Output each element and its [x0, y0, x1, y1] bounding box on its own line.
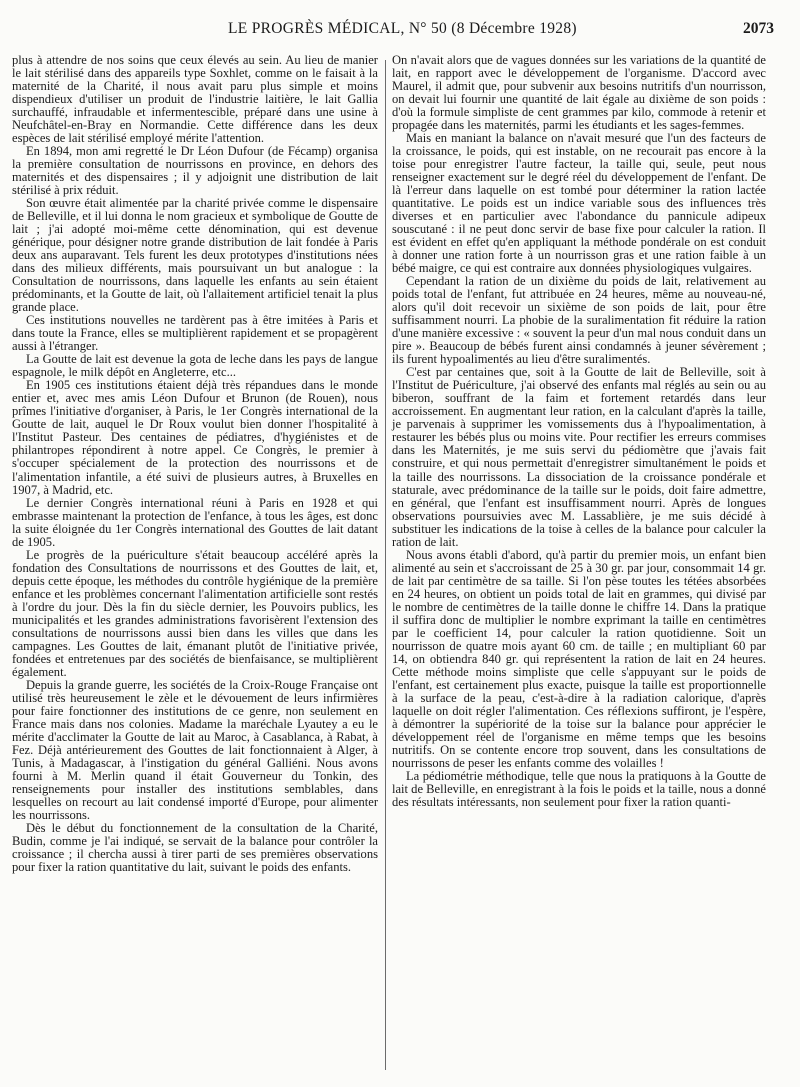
paragraph: En 1894, mon ami regretté le Dr Léon Dufour (de Fécamp) organisa la première consultation de nourrissons en province, en dehors des maternités et des dispensaires ; il y adjoignit une distribution de lait stérilisé à prix réduit.	[12, 144, 378, 198]
page-header	[0, 18, 800, 42]
paragraph: Ces institutions nouvelles ne tardèrent pas à être imitées à Paris et dans toute la France, elles se multiplièrent rapidement et se propagèrent aussi à l'étranger.	[12, 313, 378, 354]
column-divider	[385, 60, 386, 1070]
paragraph: Nous avons établi d'abord, qu'à partir du premier mois, un enfant bien alimenté au sein et s'accroissant de 25 à 30 gr. par jour, consommait 14 gr. de lait par centimètre de sa taille. Si l'on pèse toutes les tétées absorbées en 24 heures, on obtient un poids total de lait en grammes, qui divisé par le nombre de centimètres de la taille donne le chiffre 14. Dans la pratique il suffira donc de multiplier le nombre exprimant la taille en centimètres par le coefficient 14, pour calculer la ration quotidienne. Soit un nourrisson de quatre mois ayant 60 cm. de taille ; en multipliant 60 par 14, on obtiendra 840 gr. qui représentent la ration de lait en 24 heures. Cette méthode moins simpliste que celle s'appuyant sur le poids de l'enfant, est certainement plus exacte, puisque la taille est proportionnelle à la surface de la peau, c'est-à-dire à la radiation calorique, d'après laquelle on doit régler l'alimentation. Ces réflexions suffiront, je l'espère, à démontrer la supériorité de la toise sur la balance pour apprécier le développement réel de l'organisme en même temps que les besoins nutritifs. On se contente encore trop souvent, dans les consultations de nourrissons de peser les enfants comme des volailles !	[392, 547, 766, 770]
paragraph: Son œuvre était alimentée par la charité privée comme le dispensaire de Belleville, et il lui donna le nom gracieux et symbolique de Goutte de lait ; j'ai adopté moi-même cette dénomination, qui est devenue générique, pour désigner notre grande distribution de lait fondée à Paris deux ans auparavant. Tels furent les deux prototypes d'institutions nées dans des milieux différents, mais poursuivant un but analogue : la Consultation de nourrissons, dans laquelle les enfants au sein étaient prédominants, et la Goutte de lait, où l'allaitement artificiel tenait la plus grande place.	[12, 196, 378, 315]
paragraph: Mais en maniant la balance on n'avait mesuré que l'un des facteurs de la croissance, le poids, qui est instable, on ne recourait pas encore à la toise pour enregistrer l'autre facteur, la taille qui, seule, peut nous renseigner exactement sur le degré réel du développement de l'enfant. De là l'erreur dans laquelle on est tombé pour déterminer la ration lactée quantitative. Le poids est un indice variable sous des influences très diverses et en particulier avec l'abondance du pannicule adipeux souscutané : il ne peut donc servir de base fixe pour calculer la ration. Il est évident en effet qu'en appliquant la méthode pondérale on est conduit à donner une ration forte à un nourrisson gras et une ration faible à un bébé maigre, ce qui est contraire aux données physiologiques vulgaires.	[392, 131, 766, 276]
paragraph: plus à attendre de nos soins que ceux élevés au sein. Au lieu de manier le lait stérilisé dans des appareils type Soxhlet, comme on le faisait à la maternité de la Charité, il nous avait paru plus simple et moins dispendieux d'utiliser un produit de l'industrie laitière, le lait Gallia surchauffé, infraudable et infermentescible, préparé dans une usine à Neufchâtel-en-Bray en Normandie. Cette différence dans les deux espèces de lait stérilisé employé mérite l'attention.	[12, 53, 378, 146]
paragraph: La Goutte de lait est devenue la gota de leche dans les pays de langue espagnole, le milk dépôt en Angleterre, etc...	[12, 352, 378, 380]
paragraph: La pédiométrie méthodique, telle que nous la pratiquons à la Goutte de lait de Belleville, en enregistrant à la fois le poids et la taille, nous a donné des résultats intéressants, non seulement pour fixer la ration quanti-	[392, 768, 766, 809]
paragraph: Dès le début du fonctionnement de la consultation de la Charité, Budin, comme je l'ai indiqué, se servait de la balance pour contrôler la croissance ; il chercha aussi à tirer parti de ses premières observations pour fixer la ration quantitative du lait, suivant le poids des enfants.	[12, 820, 378, 874]
paragraph: C'est par centaines que, soit à la Goutte de lait de Belleville, soit à l'Institut de Puériculture, j'ai observé des enfants mal réglés au sein ou au biberon, souffrant de la faim et fortement retardés dans leur accroissement. En augmentant leur ration, en la calculant d'après la taille, je parvenais à supprimer les vomissements dus à l'hypoalimentation, à restaurer les bébés plus ou moins vite. Pour rectifier les erreurs commises dans les Maternités, je me suis servi du pédiomètre que j'avais fait construire, et qui nous permettait d'enregistrer simultanément le poids et la taille des nourrissons. La dissociation de la croissance pondérale et staturale, avec prédominance de la taille sur le poids, doit faire admettre, en général, que l'enfant est insuffisamment nourri. Après de longues observations poursuivies avec M. Lassablière, je me suis décidé à substituer les indications de la toise à celles de la balance pour calculer la ration de lait.	[392, 365, 766, 549]
paragraph: En 1905 ces institutions étaient déjà très répandues dans le monde entier et, avec mes amis Léon Dufour et Brunon (de Rouen), nous prîmes l'initiative d'organiser, à Paris, le 1er Congrès international de la Goutte de lait, auquel le Dr Roux voulut bien donner l'hospitalité à l'Institut Pasteur. Des centaines de pédiatres, d'hygiénistes et de philantropes répondirent à notre appel. Ce Congrès, le premier à s'occuper spécialement de la protection des nourrissons et de l'alimentation infantile, a été suivi de plusieurs autres, à Bruxelles en 1907, à Madrid, etc.	[12, 378, 378, 497]
right-column	[392, 54, 766, 809]
paragraph: Le progrès de la puériculture s'était beaucoup accéléré après la fondation des Consultations de nourrissons et des Gouttes de lait, et, depuis cette époque, les méthodes du contrôle hygiénique de la première enfance et les problèmes concernant l'alimentation artificielle sont restés à l'ordre du jour. Dès la fin du siècle dernier, les Pouvoirs publics, les municipalités et les grandes administrations favorisèrent l'extension des consultations de nourrissons aussi bien dans les villes que dans les campagnes. Les Gouttes de lait, émanant plutôt de l'initiative privée, fondées et entretenues par des sociétés de bienfaisance, se multiplièrent également.	[12, 547, 378, 679]
left-column	[12, 54, 378, 874]
running-title: LE PROGRÈS MÉDICAL, N° 50 (8 Décembre 1928)	[228, 20, 577, 37]
paragraph: Depuis la grande guerre, les sociétés de la Croix-Rouge Française ont utilisé très heureusement le zèle et le dévouement de leurs infirmières pour faire fonctionner des institutions de ce genre, non seulement en France mais dans nos colonies. Madame la maréchale Lyautey a eu le mérite d'acclimater la Goutte de lait au Maroc, à Casablanca, à Rabat, à Fez. Déjà antérieurement des Gouttes de lait fonctionnaient à Alger, à Tunis, à Madagascar, à l'instigation du général Galliéni. Nous avons fourni à M. Merlin quand il était Gouverneur du Tonkin, des renseignements pour installer des institutions semblables, dans lesquelles on recourt au lait condensé importé d'Europe, pour alimenter les nourrissons.	[12, 677, 378, 822]
paragraph: On n'avait alors que de vagues données sur les variations de la quantité de lait, en rapport avec le développement de l'organisme. D'accord avec Maurel, il admit que, pour subvenir aux besoins nutritifs d'un nourrisson, on devait lui fournir une quantité de lait égale au dixième de son poids : d'où la formule simpliste de cent grammes par kilo, commode à retenir et propagée dans les maternités, parmi les étudiants et les sages-femmes.	[392, 53, 766, 133]
paragraph: Cependant la ration de un dixième du poids de lait, relativement au poids total de l'enfant, fut attribuée en 24 heures, même au nouveau-né, alors qu'il doit recevoir un sixième de son poids de lait, pour être suffisamment nourri. La phobie de la suralimentation fit réduire la ration d'une manière excessive : « souvent la peur d'un mal nous conduit dans un pire ». Beaucoup de bébés furent ainsi condamnés à jeuner sévèrement ; ils furent hypoalimentés au lieu d'être suralimentés.	[392, 274, 766, 367]
paragraph: Le dernier Congrès international réuni à Paris en 1928 et qui embrasse maintenant la protection de l'enfance, à tous les âges, est donc la suite éloignée du 1er Congrès international des Gouttes de lait datant de 1905.	[12, 495, 378, 549]
page-number: 2073	[743, 20, 774, 37]
